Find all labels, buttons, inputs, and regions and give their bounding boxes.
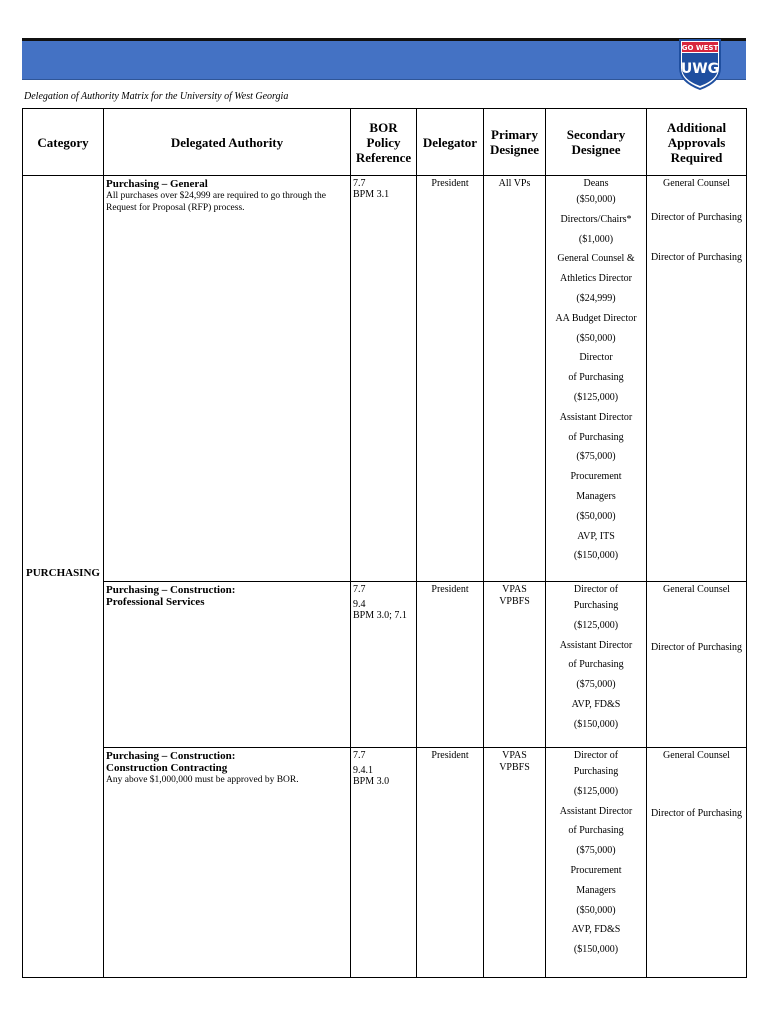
secondary-designee-line: ($125,000): [573, 391, 619, 403]
secondary-designee-cell: [546, 582, 647, 748]
secondary-designee-line: Assistant Director: [559, 639, 633, 651]
table-header-row: [23, 109, 747, 176]
delegated-authority-cell: [104, 748, 351, 978]
secondary-designee-line: of Purchasing: [568, 659, 624, 671]
primary-designee: VPAS: [502, 584, 527, 595]
authority-subtitle: Professional Services: [106, 596, 205, 608]
secondary-designee-line: ($150,000): [573, 550, 619, 562]
secondary-designee-cell: [546, 176, 647, 582]
additional-approval: General Counsel: [663, 750, 730, 761]
policy-ref: 7.7: [353, 750, 366, 761]
secondary-designee-line: ($1,000): [578, 233, 614, 245]
secondary-designee-line: Purchasing: [573, 766, 619, 777]
secondary-designee-line: ($50,000): [576, 904, 616, 916]
authority-title: Purchasing – Construction:: [106, 584, 236, 596]
column-header: Additional Approvals Required: [647, 109, 747, 176]
secondary-designee-line: General Counsel &: [557, 253, 635, 265]
policy-ref: BPM 3.1: [353, 189, 390, 200]
additional-approval: Director of Purchasing: [650, 252, 743, 263]
secondary-designee-line: Managers: [576, 490, 616, 502]
secondary-designee-line: Procurement: [570, 471, 622, 483]
secondary-designee-line: Director: [579, 352, 613, 364]
secondary-designee-line: AVP, ITS: [577, 530, 615, 542]
primary-designee: VPBFS: [499, 596, 530, 607]
delegator-cell: President: [417, 176, 484, 582]
policy-ref: BPM 3.0; 7.1: [353, 610, 407, 621]
category-cell: PURCHASING: [23, 176, 104, 978]
policy-reference-cell: [351, 176, 417, 582]
authority-note: All purchases over $24,999 are required to go through the Request for Proposal (RFP) process.: [106, 191, 327, 213]
primary-designee-cell: [484, 582, 546, 748]
column-header: Secondary Designee: [546, 109, 647, 176]
table-row: [23, 176, 747, 582]
secondary-designee-line: ($24,999): [576, 292, 616, 304]
logo-top-text: GO WEST: [681, 44, 719, 52]
delegator-cell: President: [417, 582, 484, 748]
column-header: Category: [23, 109, 104, 176]
policy-reference-cell: [351, 582, 417, 748]
secondary-designee-line: ($125,000): [573, 785, 619, 797]
uwg-logo: [678, 38, 722, 90]
logo-main-text: UWG: [680, 61, 720, 77]
delegation-matrix-table: [22, 108, 747, 978]
policy-ref: BPM 3.0: [353, 776, 390, 787]
policy-ref: 7.7: [353, 178, 366, 189]
secondary-designee-line: Directors/Chairs*: [560, 213, 632, 225]
additional-approval: General Counsel: [663, 178, 730, 189]
secondary-designee-line: AVP, FD&S: [571, 924, 621, 936]
secondary-designee-line: of Purchasing: [568, 825, 624, 837]
secondary-designee-line: of Purchasing: [568, 372, 624, 384]
policy-ref: 9.4: [353, 599, 366, 610]
column-header: Delegator: [417, 109, 484, 176]
additional-approval: Director of Purchasing: [650, 642, 743, 653]
secondary-designee-line: ($50,000): [576, 332, 616, 344]
secondary-designee-line: Purchasing: [573, 600, 619, 611]
secondary-designee-line: AVP, FD&S: [571, 698, 621, 710]
secondary-designee-line: ($75,000): [576, 451, 616, 463]
additional-approval: General Counsel: [663, 584, 730, 595]
additional-approvals-cell: [647, 748, 747, 978]
delegator-cell: President: [417, 748, 484, 978]
header-banner: [22, 38, 746, 80]
authority-title: Purchasing – Construction:: [106, 750, 236, 762]
secondary-designee-line: Deans: [583, 178, 609, 189]
secondary-designee-line: Director of: [573, 750, 619, 761]
table-row: [23, 582, 747, 748]
primary-designee: VPBFS: [499, 762, 530, 773]
secondary-designee-line: Procurement: [570, 864, 622, 876]
primary-designee: All VPs: [498, 178, 531, 189]
policy-ref: 7.7: [353, 584, 366, 595]
primary-designee: VPAS: [502, 750, 527, 761]
secondary-designee-line: ($150,000): [573, 718, 619, 730]
secondary-designee-cell: [546, 748, 647, 978]
additional-approval: Director of Purchasing: [650, 212, 743, 223]
secondary-designee-line: ($150,000): [573, 944, 619, 956]
secondary-designee-line: Director of: [573, 584, 619, 595]
secondary-designee-line: ($75,000): [576, 845, 616, 857]
delegated-authority-cell: [104, 176, 351, 582]
secondary-designee-line: ($125,000): [573, 619, 619, 631]
authority-note: Any above $1,000,000 must be approved by BOR.: [106, 775, 299, 785]
secondary-designee-line: of Purchasing: [568, 431, 624, 443]
secondary-designee-line: ($50,000): [576, 194, 616, 205]
additional-approvals-cell: [647, 176, 747, 582]
secondary-designee-line: ($75,000): [576, 679, 616, 691]
delegated-authority-cell: [104, 582, 351, 748]
secondary-designee-line: Assistant Director: [559, 805, 633, 817]
policy-ref: 9.4.1: [353, 765, 373, 776]
primary-designee-cell: [484, 176, 546, 582]
authority-title: Purchasing – General: [106, 178, 208, 190]
secondary-designee-line: ($50,000): [576, 510, 616, 522]
column-header: BOR Policy Reference: [351, 109, 417, 176]
secondary-designee-line: Assistant Director: [559, 411, 633, 423]
policy-reference-cell: [351, 748, 417, 978]
secondary-designee-line: AA Budget Director: [555, 312, 637, 324]
document-subtitle: Delegation of Authority Matrix for the University of West Georgia: [24, 91, 289, 102]
column-header: Primary Designee: [484, 109, 546, 176]
column-header: Delegated Authority: [104, 109, 351, 176]
primary-designee-cell: [484, 748, 546, 978]
secondary-designee-line: Athletics Director: [560, 273, 632, 285]
additional-approval: Director of Purchasing: [650, 808, 743, 819]
secondary-designee-line: Managers: [576, 884, 616, 896]
authority-subtitle: Construction Contracting: [106, 762, 228, 774]
additional-approvals-cell: [647, 582, 747, 748]
table-row: [23, 748, 747, 978]
